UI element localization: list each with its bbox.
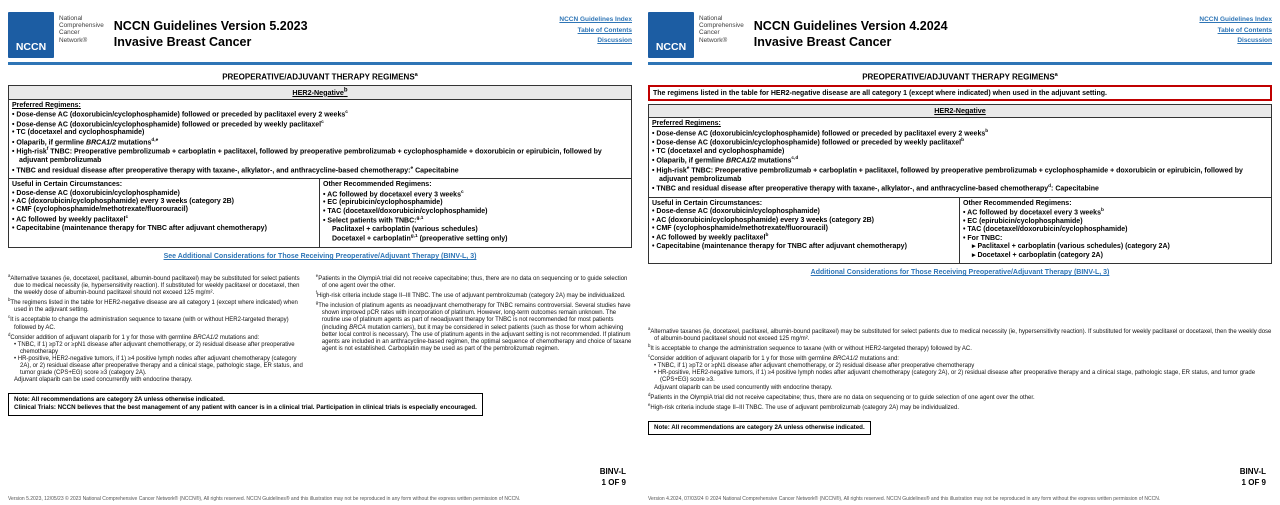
header-rule — [8, 62, 632, 65]
list-item: $^e$Patients in the OlympiA trial did not receive capecitabine; thus, there are no data on sequencing or to guide selection of one agent over the other. — [315, 273, 628, 290]
list-item: ▸ Paclitaxel + carboplatin (various schedules) (category 2A) — [972, 243, 1170, 251]
additional-considerations-linkline — [648, 269, 1272, 276]
section-title: PREOPERATIVE/ADJUVANT THERAPY REGIMENS$^a$ — [222, 71, 418, 82]
page-header — [8, 8, 632, 58]
table-header-her2-negative: HER2-Negative$^b$ — [9, 86, 631, 99]
list-item: • TC (docetaxel and cyclophosphamide) — [12, 129, 145, 137]
list-item: • TNBC, if 1) ≥pT2 or ≥pN1 disease after adjuvant chemotherapy, or 2) residual disease after preoperative chemotherapy — [14, 341, 295, 355]
list-item: • CMF (cyclophosphamide/methotrexate/fluorouracil) — [652, 225, 828, 233]
list-item: • Select patients with TNBC:$^{g,1}$ — [323, 216, 424, 225]
list-item: Adjuvant olaparib can be used concurrently with endocrine therapy. — [654, 384, 833, 391]
page-header — [648, 8, 1272, 58]
list-item: • TC (docetaxel and cyclophosphamide) — [652, 147, 785, 155]
page-label-code: BINV-L — [1239, 467, 1266, 477]
list-item: Cancer — [59, 29, 80, 37]
list-item: Comprehensive — [699, 22, 744, 30]
list-item: $^b$It is acceptable to change the administration sequence to taxane (with or without HER2-targeted therapy) followed by AC. — [648, 343, 972, 353]
list-item: • TAC (docetaxel/doxorubicin/cyclophosphamide) — [963, 226, 1128, 234]
list-item: • EC (epirubicin/cyclophosphamide) — [323, 199, 443, 207]
list-item: $^a$Alternative taxanes (ie, docetaxel, paclitaxel, albumin-bound paclitaxel) may be substituted for select patients due to medical necessity (ie, hypersensitivity reaction). If substituted for weekly paclitaxel or docetaxel, then the weekly dose of albumin-bound paclitaxel should not exceed 125 mg/m². — [648, 325, 1272, 343]
regimen-table — [8, 85, 632, 248]
list-item: • Olaparib, if germline BRCA1/2 mutations$^{c,d}$ — [652, 156, 799, 165]
list-item: Comprehensive — [59, 22, 104, 30]
footnotes-column-1 — [8, 273, 306, 384]
other-recommended-cell — [320, 179, 631, 247]
useful-circumstances-title: Useful in Certain Circumstances: — [652, 199, 763, 207]
list-item: $^e$High-risk criteria include stage II–III TNBC. The use of adjuvant pembrolizumab (category 2A) may be individualized. — [648, 401, 959, 411]
nccn-logo: NCCN — [648, 12, 694, 58]
list-item: $^f$High-risk criteria include stage II–III TNBC. The use of adjuvant pembrolizumab (category 2A) may be individualized. — [315, 290, 626, 300]
other-recommended-cell — [960, 198, 1271, 263]
list-item: $^d$Consider addition of adjuvant olaparib for 1 y for those with germline BRCA1/2 mutations and: — [8, 331, 260, 341]
useful-circumstances-cell — [9, 179, 320, 247]
link-discussion[interactable]: Discussion — [1237, 37, 1272, 45]
other-recommended-list — [963, 208, 1268, 260]
list-item: National — [699, 15, 723, 22]
list-item: • Dose-dense AC (doxorubicin/cyclophosphamide) followed or preceded by weekly paclitaxel$^c$ — [12, 119, 324, 128]
page-label-number: 1 OF 9 — [601, 478, 626, 488]
guideline-subject: Invasive Breast Cancer — [753, 35, 892, 50]
list-item: • AC followed by docetaxel every 3 weeks$^b$ — [963, 208, 1104, 217]
list-item: National — [59, 15, 83, 22]
useful-circumstances-title: Useful in Certain Circumstances: — [12, 181, 123, 189]
list-item: $^b$The regimens listed in the table for HER2-negative disease are all category 1 (except where indicated) when used in the adjuvant setting. — [8, 297, 298, 314]
header-rule — [648, 62, 1272, 65]
list-item: Paclitaxel + carboplatin (various schedules) — [332, 225, 478, 233]
note-box — [648, 421, 871, 436]
list-item: Note: All recommendations are category 2A unless otherwise indicated. — [654, 423, 865, 431]
guideline-version: NCCN Guidelines Version 5.2023 — [113, 19, 308, 33]
link-table-of-contents[interactable]: Table of Contents — [1217, 26, 1272, 34]
additional-considerations-link[interactable]: See Additional Considerations for Those Receiving Preoperative/Adjuvant Therapy (BINV-L, 3) — [163, 253, 477, 261]
list-item: • EC (epirubicin/cyclophosphamide) — [963, 218, 1083, 226]
list-item: $^a$Alternative taxanes (ie, docetaxel, paclitaxel, albumin-bound paclitaxel) may be substituted for select patients due to medical necessity (ie, hypersensitivity reaction). If substituted for weekly paclitaxel or docetaxel, then the weekly dose of albumin-bound paclitaxel should not exceed 125 mg/m². — [8, 273, 300, 297]
list-item: • AC (doxorubicin/cyclophosphamide) every 3 weeks (category 2B) — [12, 198, 234, 206]
list-item: • High-risk$^f$ TNBC: Preoperative pembrolizumab + carboplatin + paclitaxel, followed by preoperative pembrolizumab + cyclophosphamide + doxorubicin or epirubicin, followed by adjuvant pembrolizumab — [12, 147, 602, 165]
list-item: • HR-positive, HER2-negative tumors, if 1) ≥4 positive lymph nodes after adjuvant chemotherapy (category 2A), or 2) residual disease after preoperative therapy and a clinical stage, pathologic stage, ER status, and tumor grade (CPS+EG) score ≥3. — [654, 370, 1256, 384]
additional-considerations-link[interactable]: Additional Considerations for Those Receiving Preoperative/Adjuvant Therapy (BINV-L, 3) — [810, 268, 1110, 276]
list-item: • Capecitabine (maintenance therapy for TNBC after adjuvant chemotherapy) — [652, 243, 907, 251]
category1-highlight-box: The regimens listed in the table for HER2-negative disease are all category 1 (except where indicated) when used in the adjuvant setting. — [648, 85, 1272, 101]
footnotes — [8, 273, 632, 384]
list-item: Docetaxel + carboplatin$^{g,1}$ (preoperative setting only) — [332, 234, 508, 243]
guideline-title — [754, 12, 948, 51]
footnotes-column-2 — [316, 273, 632, 384]
link-guidelines-index[interactable]: NCCN Guidelines Index — [559, 16, 632, 23]
list-item: • Capecitabine (maintenance therapy for TNBC after adjuvant chemotherapy) — [12, 224, 267, 232]
list-item: $^d$Patients in the OlympiA trial did not receive capecitabine; thus, there are no data on sequencing or to guide selection of one agent over the other. — [648, 391, 1035, 401]
list-item: Network® — [699, 36, 728, 44]
other-recommended-title: Other Recommended Regimens: — [963, 199, 1072, 207]
list-item: Note: All recommendations are category 2A unless otherwise indicated. — [14, 396, 225, 404]
other-recommended-title: Other Recommended Regimens: — [323, 181, 432, 189]
list-item: • Dose-dense AC (doxorubicin/cyclophosphamide) — [12, 189, 180, 197]
list-item: • TNBC and residual disease after preoperative therapy with taxane-, alkylator-, and anthracycline-based chemotherapy:$^e$ Capecitabine — [12, 165, 459, 174]
nccn-logo: NCCN — [8, 12, 54, 58]
useful-circumstances-list — [12, 190, 316, 233]
preferred-regimens-list — [652, 129, 1268, 194]
list-item: • AC followed by weekly paclitaxel$^b$ — [652, 233, 769, 242]
list-item: • Dose-dense AC (doxorubicin/cyclophosphamide) — [652, 208, 820, 216]
list-item: • TAC (docetaxel/doxorubicin/cyclophosphamide) — [323, 207, 488, 215]
other-recommended-list — [323, 190, 628, 244]
guideline-title — [114, 12, 308, 51]
preferred-regimens-title: Preferred Regimens: — [12, 101, 81, 109]
page-v4-2024 — [640, 0, 1280, 505]
header-links — [1199, 12, 1272, 47]
link-guidelines-index[interactable]: NCCN Guidelines Index — [1199, 16, 1272, 23]
list-item: $^c$It is acceptable to change the administration sequence to taxane (with or without HER2-targeted therapy) followed by AC. — [8, 314, 289, 331]
preferred-regimens-cell — [9, 100, 631, 179]
link-table-of-contents[interactable]: Table of Contents — [577, 26, 632, 34]
list-item: Adjuvant olaparib can be used concurrently with endocrine therapy. — [14, 377, 193, 384]
list-item: • TNBC and residual disease after preoperative therapy with taxane-, alkylator-, and anthracycline-based chemotherapy$^d$: Capecitabine — [652, 184, 1099, 193]
header-links — [559, 12, 632, 47]
page-label-number: 1 OF 9 — [1241, 478, 1266, 488]
list-item: $^g$The inclusion of platinum agents as neoadjuvant chemotherapy for TNBC remains controversial. Several studies have shown improved pCR rates with incorporation of platinum. However, long-term outcomes remain unknown. The routine use of platinum agents as part of neoadjuvant therapy for TNBC is not recommended for most patients (including BRCA mutation carriers), but it may be considered in select patients (such as those for whom achieving better local control is necessary). The use of platinum agents in the adjuvant setting is not recommended. If platinum agents are included in an anthracycline-based regimen, the optimal sequence of chemotherapy and choice of taxane agent is not established. Carboplatin may be used as part of the pembrolizumab regimen. — [315, 300, 632, 352]
list-item: Clinical Trials: NCCN believes that the best management of any patient with cancer is in a clinical trial. Participation in clinical trials is especially encouraged. — [14, 404, 477, 412]
list-item: • AC (doxorubicin/cyclophosphamide) every 3 weeks (category 2B) — [652, 216, 874, 224]
list-item: • AC followed by weekly paclitaxel$^c$ — [12, 214, 129, 224]
list-item: • Olaparib, if germline BRCA1/2 mutations$^{d,e}$ — [12, 137, 159, 147]
list-item: ▸ Docetaxel + carboplatin (category 2A) — [972, 251, 1103, 259]
table-header-her2-negative: HER2-Negative — [649, 105, 1271, 118]
guideline-version: NCCN Guidelines Version 4.2024 — [753, 19, 948, 33]
list-item: • CMF (cyclophosphamide/methotrexate/fluorouracil) — [12, 206, 188, 214]
org-name — [699, 12, 744, 44]
page-label — [1240, 467, 1266, 489]
list-item: Network® — [59, 36, 88, 44]
version-copyright-line: Version 4.2024, 07/03/24 © 2024 National Comprehensive Cancer Network® (NCCN®), All rights reserved. NCCN Guidelines® and this illustration may not be reproduced in any form without the express written permission of NCCN. — [648, 496, 1161, 502]
preferred-regimens-cell — [649, 118, 1271, 197]
regimen-table — [648, 104, 1272, 264]
list-item: Cancer — [699, 29, 720, 37]
preferred-regimens-list — [12, 110, 628, 175]
useful-circumstances-list — [652, 208, 956, 251]
table-bottom-row — [9, 178, 631, 247]
page-label — [600, 467, 626, 489]
list-item: $^c$Consider addition of adjuvant olaparib for 1 y for those with germline BRCA1/2 mutations and: — [648, 353, 899, 363]
table-bottom-row — [649, 197, 1271, 263]
version-copyright-line: Version 5.2023, 12/05/23 © 2023 National Comprehensive Cancer Network® (NCCN®), All rights reserved. NCCN Guidelines® and this illustration may not be reproduced in any form without the express written permission of NCCN. — [8, 496, 521, 502]
useful-circumstances-cell — [649, 198, 960, 263]
link-discussion[interactable]: Discussion — [597, 37, 632, 45]
list-item: • AC followed by docetaxel every 3 weeks$^c$ — [323, 189, 464, 199]
section-title: PREOPERATIVE/ADJUVANT THERAPY REGIMENS$^a$ — [862, 71, 1058, 82]
preferred-regimens-title: Preferred Regimens: — [652, 120, 721, 128]
guideline-subject: Invasive Breast Cancer — [113, 35, 252, 50]
list-item: • Dose-dense AC (doxorubicin/cyclophosphamide) followed or preceded by paclitaxel every 2 weeks$^b$ — [652, 128, 989, 137]
list-item: • High-risk$^e$ TNBC: Preoperative pembrolizumab + carboplatin + paclitaxel, followed by preoperative pembrolizumab + cyclophosphamide + doxorubicin or epirubicin, followed by adjuvant pembrolizumab — [652, 166, 1243, 183]
list-item: • Dose-dense AC (doxorubicin/cyclophosphamide) followed or preceded by weekly paclitaxel$^b$ — [652, 138, 965, 147]
page-label-code: BINV-L — [599, 467, 626, 477]
note-box — [8, 393, 483, 416]
list-item: • HR-positive, HER2-negative tumors, if 1) ≥4 positive lymph nodes after adjuvant chemotherapy (category 2A), or 2) residual disease after preoperative therapy and a clinical stage, pathologic stage, ER status, and tumor grade (CPS+EG) score ≥3 (category 2A). — [14, 355, 303, 376]
footnotes — [648, 326, 1272, 412]
org-name — [59, 12, 104, 44]
list-item: • TNBC, if 1) ≥pT2 or ≥pN1 disease after adjuvant chemotherapy, or 2) residual disease after preoperative chemotherapy — [654, 363, 975, 370]
list-item: • For TNBC: — [963, 234, 1003, 242]
additional-considerations-linkline — [8, 253, 632, 260]
list-item: • Dose-dense AC (doxorubicin/cyclophosphamide) followed or preceded by paclitaxel every 2 weeks$^c$ — [12, 109, 348, 119]
